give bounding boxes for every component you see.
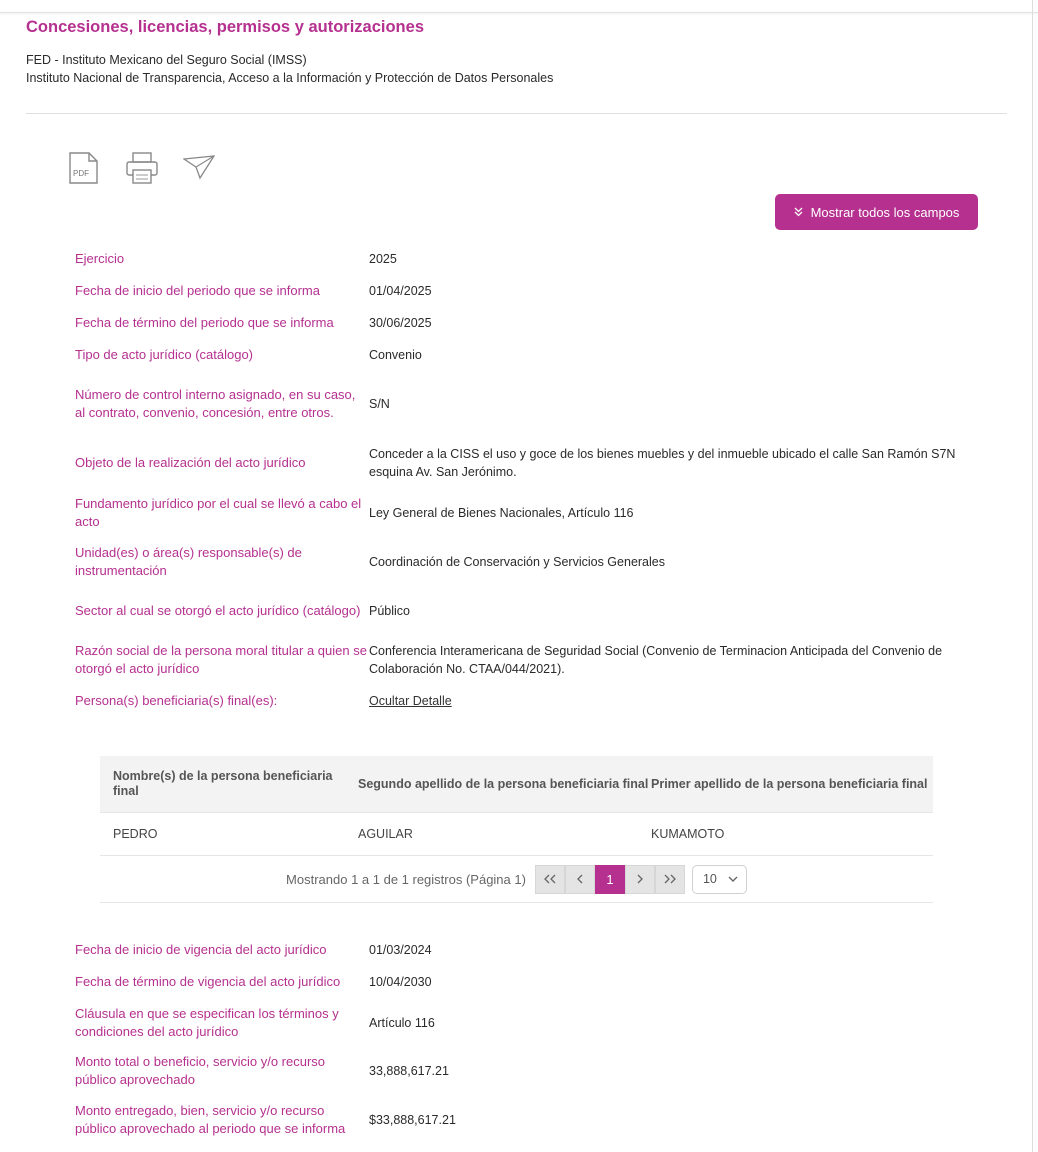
field-value: Artículo 116 bbox=[369, 1016, 435, 1030]
field-row-period-end bbox=[75, 314, 975, 332]
field-label: Número de control interno asignado, en su caso, al contrato, convenio, concesión, entre otros. bbox=[75, 387, 356, 420]
field-row-object bbox=[75, 445, 975, 481]
field-row-validity-end bbox=[75, 973, 975, 991]
subject-organization: FED - Instituto Mexicano del Seguro Social (IMSS) bbox=[26, 53, 307, 67]
guarantor-organization: Instituto Nacional de Transparencia, Acceso a la Información y Protección de Datos Personales bbox=[26, 71, 554, 85]
table-cell: KUMAMOTO bbox=[651, 827, 725, 841]
field-label: Cláusula en que se especifican los términos y condiciones del acto jurídico bbox=[75, 1006, 339, 1039]
field-value: 10/04/2030 bbox=[369, 975, 432, 989]
previous-page-button[interactable] bbox=[565, 865, 595, 894]
field-label: Unidad(es) o área(s) responsable(s) de instrumentación bbox=[75, 545, 302, 578]
table-row bbox=[100, 813, 933, 856]
show-all-fields-button[interactable] bbox=[775, 194, 978, 230]
column-header[interactable]: Primer apellido de la persona beneficiaria final bbox=[651, 776, 928, 791]
table-cell: AGUILAR bbox=[358, 827, 413, 841]
show-all-fields-label: Mostrar todos los campos bbox=[810, 204, 960, 220]
field-label: Razón social de la persona moral titular a quien se otorgó el acto jurídico bbox=[75, 643, 367, 676]
divider bbox=[26, 113, 1007, 114]
pagination bbox=[100, 856, 933, 903]
page-size-select[interactable] bbox=[692, 865, 747, 894]
column-header[interactable]: Nombre(s) de la persona beneficiaria final bbox=[113, 769, 333, 798]
hide-detail-link[interactable]: Ocultar Detalle bbox=[369, 694, 452, 708]
field-row-legal-basis bbox=[75, 495, 975, 531]
chevron-right-icon bbox=[636, 874, 644, 884]
double-chevron-down-icon bbox=[794, 205, 803, 220]
field-label: Sector al cual se otorgó el acto jurídico (catálogo) bbox=[75, 603, 361, 618]
field-row-delivered-amount bbox=[75, 1102, 975, 1138]
page-number-button[interactable]: 1 bbox=[595, 865, 625, 894]
svg-text:PDF: PDF bbox=[73, 169, 89, 178]
field-label: Monto total o beneficio, servicio y/o recurso público aprovechado bbox=[75, 1054, 326, 1087]
field-label: Fecha de inicio de vigencia del acto jurídico bbox=[75, 942, 327, 957]
field-row-total-amount bbox=[75, 1053, 975, 1089]
field-label: Monto entregado, bien, servicio y/o recurso público aprovechado al periodo que se informa bbox=[75, 1103, 346, 1136]
field-value: 2025 bbox=[369, 252, 397, 266]
field-value: Ley General de Bienes Nacionales, Artículo 116 bbox=[369, 506, 634, 520]
field-row-beneficiaries bbox=[75, 692, 975, 710]
table-cell: PEDRO bbox=[113, 827, 158, 841]
double-chevron-right-icon bbox=[664, 874, 676, 884]
field-value: $33,888,617.21 bbox=[369, 1113, 456, 1127]
scrollbar-track[interactable] bbox=[1032, 0, 1033, 1152]
field-value: Coordinación de Conservación y Servicios Generales bbox=[369, 555, 665, 569]
field-value: 30/06/2025 bbox=[369, 316, 432, 330]
field-value: 01/03/2024 bbox=[369, 943, 432, 957]
field-row-control-number bbox=[75, 377, 975, 431]
page-title: Concesiones, licencias, permisos y autorizaciones bbox=[26, 18, 424, 36]
double-chevron-left-icon bbox=[544, 874, 556, 884]
column-header[interactable]: Segundo apellido de la persona beneficiaria final bbox=[358, 776, 649, 791]
field-label: Fundamento jurídico por el cual se llevó a cabo el acto bbox=[75, 496, 362, 529]
field-label: Fecha de término de vigencia del acto jurídico bbox=[75, 974, 341, 989]
table-header bbox=[100, 756, 933, 813]
field-value: Conceder a la CISS el uso y goce de los bienes muebles y del inmueble ubicado el calle San Ramón S7N esquina Av. San Jerónimo. bbox=[369, 447, 956, 479]
field-value: Público bbox=[369, 604, 410, 618]
field-label: Objeto de la realización del acto jurídico bbox=[75, 455, 306, 470]
field-value: 01/04/2025 bbox=[369, 284, 432, 298]
send-icon[interactable] bbox=[183, 155, 215, 186]
field-label: Fecha de término del periodo que se informa bbox=[75, 315, 334, 330]
first-page-button[interactable] bbox=[535, 865, 565, 894]
field-label: Persona(s) beneficiaria(s) final(es): bbox=[75, 693, 278, 708]
field-label: Fecha de inicio del periodo que se informa bbox=[75, 283, 320, 298]
next-page-button[interactable] bbox=[625, 865, 655, 894]
field-value: 33,888,617.21 bbox=[369, 1064, 449, 1078]
field-value: Conferencia Interamericana de Seguridad Social (Convenio de Terminacion Anticipada del Convenio de Colaboración No. CTAA/044/2021). bbox=[369, 644, 943, 676]
field-value: S/N bbox=[369, 397, 390, 411]
chevron-left-icon bbox=[576, 874, 584, 884]
field-row-sector bbox=[75, 593, 975, 629]
field-value: Convenio bbox=[369, 348, 422, 362]
field-row-act-type bbox=[75, 346, 975, 364]
field-row-ejercicio bbox=[75, 250, 975, 268]
field-row-responsible-unit bbox=[75, 544, 975, 580]
top-bar bbox=[0, 0, 1038, 13]
field-label: Ejercicio bbox=[75, 251, 125, 266]
last-page-button[interactable] bbox=[655, 865, 685, 894]
field-row-period-start bbox=[75, 282, 975, 300]
chevron-down-icon bbox=[728, 876, 738, 883]
pdf-icon[interactable] bbox=[69, 152, 99, 189]
beneficiaries-table bbox=[100, 756, 933, 903]
print-icon[interactable] bbox=[126, 152, 158, 189]
pagination-info: Mostrando 1 a 1 de 1 registros (Página 1) bbox=[286, 871, 526, 887]
field-label: Tipo de acto jurídico (catálogo) bbox=[75, 347, 254, 362]
field-row-clause bbox=[75, 1005, 975, 1041]
field-row-company-name bbox=[75, 642, 975, 678]
field-row-validity-start bbox=[75, 941, 975, 959]
page-size-value: 10 bbox=[702, 872, 717, 886]
